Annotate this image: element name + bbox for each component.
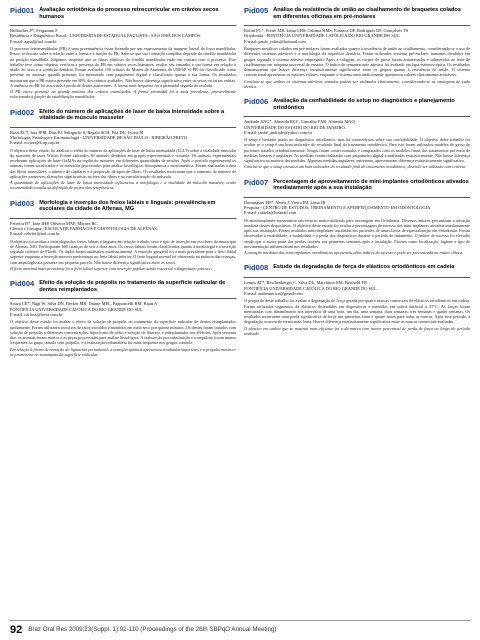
abstract-conclusion: Em relação à forma de remoção do ligamento periodontal, a remoção química apresentou resultados superiores e a própolis mostrou-se promissora no tratamento da superfície radicular.: [10, 346, 236, 357]
abstract-code: Pid002: [10, 107, 35, 117]
abstract-affiliation: PONTIFÍCIA UNIVERSIDADE CATÓLICA DO RIO GRANDE DO SUL.: [10, 306, 144, 312]
abstract-authors: Holbacher P*, Fergunino F: [10, 28, 58, 34]
abstract-conclusion: A quantidade de aplicações de laser de baixa intensidade influenciou a morfologia e a vitalidade do músculo masseter, sendo recomendada cautela na definição de protocolos terapêuticos.: [10, 180, 236, 191]
abstract-title: Efeito do número de aplicações de laser de baixa intensidade sobre a vitalidade de músculo masseter: [39, 108, 225, 122]
abstract-affiliation: Ortodontia - PONTIFÍCIA UNIVERSIDADE CATÓLICA DO RIO GRANDE DO SUL.: [244, 33, 401, 39]
title-rule: [10, 23, 236, 26]
page-footer: [10, 620, 470, 634]
abstract-conclusion: O freio anormal mais prevalente foi o freio labial superior com inserção papilar, sendo essencial o diagnóstico precoce.: [10, 265, 212, 271]
journal-citation: Braz Oral Res 2009;23(Suppl. 1):92-110 (Proceedings of the 26th SBPqO Annual Meeting): [28, 626, 277, 633]
abstract-block: [10, 6, 236, 100]
abstract-email[interactable]: E-mail: andreaterico@gmail.com: [244, 291, 303, 297]
abstract-authors: Rizzi EC*, Issa JPM, Dias FJ, Sekiguchi S, Regalo SCH, Pita DL, Lyons M: [10, 129, 144, 135]
abstract-email[interactable]: E-mail: rafaela@hotmail.com: [244, 210, 297, 216]
abstract-body: O propósito deste trabalho foi avaliar a degradação de força gerada por quatro marcas comerciais de elásticos ortodônticos em cadeia. Foram utilizados segmentos de elásticos distendidos em dispositivos e mantidos em saliva artificial a 37°C. As forças foram mensuradas com dinamômetro nos intervalos de uma hora, um dia, uma semana, duas semanas, três semanas e quatro semanas. Os resultados mostraram uma perda significativa de força nas primeiras vinte e quatro horas para todas as marcas. Após esse período, a degradação ocorreu de forma mais lenta. Houve diferença estatisticamente significativa entre as marcas comerciais avaliadas.: [244, 298, 470, 325]
abstract-header: [10, 6, 236, 20]
title-rule: [10, 216, 236, 219]
abstract-title: Avaliação ontotônica do processo retrocurricular em crânios secos humanos: [39, 7, 219, 20]
abstract-email[interactable]: E-mail: carlosx@terra.com.br: [10, 312, 63, 318]
abstract-email[interactable]: E-mail: ecrizzi@forp.usp.br: [10, 140, 60, 146]
abstract-code: Pid008: [244, 263, 269, 273]
abstract-header: [10, 279, 236, 293]
abstract-code: Pid007: [244, 177, 269, 187]
abstract-title: Percentagem de aproveitamento de mini-implantes ortodônticos ativados imediatamente após a sua instalação: [273, 178, 469, 192]
abstract-block: [244, 97, 470, 170]
abstract-block: [244, 6, 470, 89]
abstract-code: Pid004: [10, 279, 35, 289]
abstract-header: [244, 178, 470, 192]
abstract-affiliation: Clínica e Cirurgia - ESCOLA DE FARMÁCIA E ODONTOLOGIA DE ALFENAS.: [10, 226, 158, 232]
abstract-email[interactable]: E-mail: tanhe_andrade@yahoo.com.br: [244, 129, 313, 135]
abstract-affiliation: Morfologia, Fisiologia e Estomatologia - UNIVERSIDADE DE SÃO PAULO - RIBEIRÃO PRETO.: [10, 135, 189, 141]
title-rule: [244, 114, 470, 117]
abstract-block: [244, 178, 470, 256]
abstract-header: [244, 263, 470, 272]
abstract-body: Os mini-implantes tornaram-se um recurso muito utilizado para ancoragem em Ortodontia. Diversos autores preconizam a ativação imediata destes dispositivos. O objetivo deste estudo foi avaliar a percentagem de sucesso dos mini-implantes ativados imediatamente após sua instalação. Foram avaliados mini-implantes instalados em pacientes de uma clínica de especialização em Ortodontia. Foram observadas a estabilidade, a mobilidade e a perda dos dispositivos durante o período de tratamento. O índice de sucesso foi elevado, sendo que a maior parte das perdas ocorreu nas primeiras semanas após a instalação. Fatores como localização, higiene e tipo de movimentação influenciaram nos resultados.: [244, 217, 470, 249]
right-column: [244, 6, 470, 344]
title-rule: [10, 125, 236, 128]
title-rule: [244, 195, 470, 198]
page-number: 92: [10, 623, 23, 636]
abstract-conclusion: A ativação imediata dos mini-implantes ortodônticos apresentou altos índices de sucesso e pode ser preconizada na rotina clínica.: [244, 250, 464, 256]
abstract-code: Pid005: [244, 6, 269, 15]
abstract-body: O processo retromandibular (PR) é uma proeminência óssea formada por um espessamento da margem lateral da fossa mandibular. Pouco se discute sobre a relação entre a forma e a função do PR. Sabe-se que sua formação completa depende do côndilo mandibular na posição mandíbula. Julgamos suspeitar que as fibras elásticas do côndilo mandibular estão em contato com o processo. Este trabalho teve como objetivo verificar a presença do PR em crânios secos humanos, avaliar seu tamanho e sua forma em relação à idade, ao sexo e à condição dentária. Foram avaliados 150 crânios do Museu de Anatomia da UNESP. O PR foi classificado como presente ou ausente; quando presente, foi mensurado com paquímetro digital e classificado quanto à sua forma. Os resultados mostraram que o PR estava presente em 88% dos crânios avaliados. Não houve diferença significativa entre os sexos ou faixas etárias. A ausência do PR foi associada à perda de dentes posteriores. A forma mais frequente foi a piramidal seguida da ovalada.: [10, 46, 236, 88]
abstract-conclusion: O elástico em cadeia que se mostrou mais eficiente foi o da marca com menor percentual de perda de força ao longo do período avaliado.: [244, 325, 470, 336]
abstract-block: [10, 108, 236, 191]
abstract-authors: Domingues FD*, Abreu J, Vieira IM, Lima JR: [244, 199, 326, 205]
abstract-body: O objetivo foi avaliar a morfologia dos freios labiais e linguais em relação à idade, sexo e tipo de inserção em escolares do município de Alfenas, MG. Participaram 600 crianças de seis a doze anos. Os freios labiais foram classificados quanto à morfologia e a inserção segundo critérios de Placek. Os dados foram analisados estatisticamente. A inserção gengival foi a mais prevalente para o freio labial superior enquanto a inserção mucosa predominou no freio labial inferior. O freio lingual normal foi observado na maioria das crianças, com anquiloglossia presente em pequena parcela. Não houve diferença significativa entre os sexos.: [10, 238, 236, 265]
abstract-title: Efeito da solução de própolis no tratamento da superfície radicular de dentes reimplantados: [39, 280, 226, 293]
abstract-email[interactable]: E-mail: agnal@uol.com.br: [10, 38, 57, 44]
abstract-header: [10, 108, 236, 122]
abstract-conclusion: Conclui-se que o setup constitui um bom indicador do resultado final do tratamento ortodôntico, devendo ser utilizado com critério.: [244, 164, 466, 170]
abstract-code: Pid001: [10, 6, 35, 15]
abstract-authors: Ferreira D*, Ione JHP, Oliveira MAF, Moraes RC: [10, 220, 98, 226]
abstract-block: [10, 199, 236, 272]
abstract-affiliation: UNIVERSIDADE DO ESTADO DO RIO DE JANEIRO.: [244, 124, 346, 130]
title-rule: [244, 275, 470, 278]
abstract-body: O setup é bastante usado no diagnóstico ortodôntico, mas há controvérsias sobre sua confiabilidade. O objetivo deste trabalho foi avaliar se o setup é um bom indicador do resultado final do tratamento ortodôntico. Para isto foram utilizados modelos de gesso de pacientes tratados ortodonticamente. Setups foram confeccionados e comparados com os modelos finais dos tratamentos por meio de medidas lineares e angulares. As medidas foram realizadas com paquímetro digital e analisadas estatisticamente. Não houve diferença significativa na maioria das medidas. Algumas medidas angulares, entretanto, apresentaram diferença estatisticamente significativa.: [244, 137, 470, 164]
abstract-title: Estudo da degradação de força de elásticos ortodônticos em cadeia: [273, 264, 455, 271]
abstract-header: [10, 199, 236, 213]
abstract-affiliation: PONTIFÍCIA UNIVERSIDADE CATÓLICA DO RIO GRANDE DO SUL.: [244, 285, 378, 291]
abstract-conclusion: O PR esteve presente na grande maioria dos crânios examinados. A forma piramidal foi a mais prevalente, provavelmente relacionada à função de estabilização mandibular.: [10, 89, 236, 100]
abstract-code: Pid003: [10, 198, 35, 208]
title-rule: [10, 296, 236, 299]
title-rule: [244, 23, 470, 26]
abstract-authors: Rolim FC*, Freire MR, Lima CHS, Oshima HMS, Fonseca DF, Rodrigues DF, Gonçalves TS: [244, 28, 409, 34]
abstract-authors: Souza CE*, Nagi W, Silva DN, Becker MR, Duarte MFL, Pagnoncelli RM, Bijan A: [10, 301, 158, 307]
abstract-email[interactable]: E-mail: cebrfer@uol.com.br: [10, 231, 60, 237]
left-column: [10, 6, 236, 365]
abstract-title: Análise da resistência de união ao cisalhamento de braquetes colados em diferentes oficinas em pré-molares: [273, 7, 461, 20]
abstract-body: O objetivo deste estudo foi avaliar o efeito da solução de própolis no tratamento da superfície radicular de dentes reimplantados tardiamente. Foram utilizados incisivos de ratos extraídos e mantidos em meio seco por quinze minutos. Os dentes foram tratados com solução de própolis a diferentes concentrações, hipoclorito de sódio e solução de fluoreto, e reimplantados nos alvéolos. Após sessenta dias os animais foram mortos e as peças processadas para análise histológica. A reabsorção por substituição e a anquilose foram menos frequentes no grupo tratado com própolis, e a reabsorção inflamatória foi mais frequente nos grupos controle.: [10, 319, 236, 346]
abstract-affiliation: Pesquisa - CENTRO DE ESTUDOS, TREINAMENTO E APERFEIÇOAMENTO EM ODONTOLOGIA.: [244, 205, 432, 211]
abstract-block: [244, 263, 470, 336]
abstract-header: [244, 6, 470, 20]
abstract-body: Braquetes metálicos colados em pré-molares foram avaliados quanto à resistência de união ao cisalhamento, considerando-se o uso de diferentes sistemas adesivos e a morfologia da superfície dentária. Foram utilizados sessenta pré-molares humanos divididos em grupos segundo o sistema adesivo empregado. Após a colagem, os corpos de prova foram armazenados e submetidos ao teste de cisalhamento em máquina universal de ensaios. O índice de remanescente adesivo foi avaliado em lupa estereoscópica. Os resultados demonstraram que houve diferença estatisticamente significativa entre os grupos quanto à resistência de união. O sistema convencional apresentou os maiores valores, enquanto o sistema autocondicionante apresentou valores clinicamente aceitáveis.: [244, 46, 470, 78]
abstract-block: [10, 279, 236, 357]
abstract-body: O objetivo deste estudo foi analisar o efeito do número de aplicações de laser de baixa intensidade (LLLT) sobre a vitalidade muscular do masseter de ratos Wistar. Foram utilizados 30 animais divididos em grupos experimentais e controle. Os animais experimentais receberam aplicações de laser GaAlAs na região do masseter em diferentes quantidades de sessões. Após o período experimental os animais foram sacrificados e os músculos processados para análise histológica, histoquímica e morfométrica. Foram analisadas a área das fibras musculares, o número de capilares e a proporção de tipos de fibras. Os resultados mostraram que o aumento do número de aplicações promoveu alterações significativas na área das fibras e na vascularização do músculo.: [10, 147, 236, 179]
abstract-code: Pid006: [244, 97, 269, 107]
abstract-authors: Andrade ANG*, Almeida RCC, Carvalho FAR, Almeida MAO: [244, 119, 355, 125]
abstract-affiliation: Residência e Diagnóstico Bucal - UNIVERSIDADE ESTADUAL PAULISTA - SÃO JOSÉ DOS CAMPOS.: [10, 33, 202, 39]
abstract-title: Avaliação da confiabilidade do setup no diagnóstico e planejamento ortodôntico: [273, 98, 455, 111]
abstract-header: [244, 97, 470, 111]
abstract-title: Morfologia e inserção dos freios labiais e linguais: prevalência em escolares da cidade de Alfenas, MG: [39, 199, 216, 213]
abstract-conclusion: Concluiu-se que ambos os sistemas adesivos testados podem ser utilizados clinicamente, considerando-se as vantagens de cada técnica.: [244, 78, 470, 89]
abstract-email[interactable]: E-mail: paulo_rolim@hotmail.com: [244, 38, 306, 44]
abstract-authors: Lemos AT*, Reichenberger C, Silva DL, Marchioro EM, Berthold TB: [244, 280, 367, 286]
